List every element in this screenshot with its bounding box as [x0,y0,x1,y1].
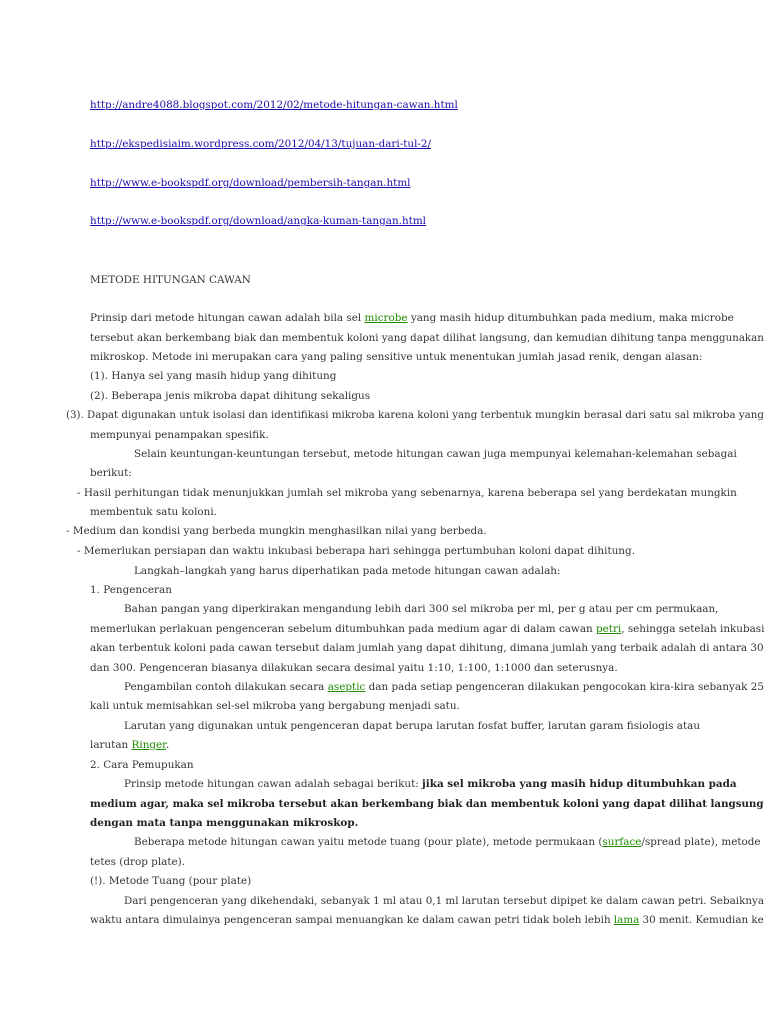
keyword-link[interactable]: lama [613,914,640,926]
bold-text: dengan mata tanpa menggunakan mikroskop. [90,817,359,829]
section-heading: METODE HITUNGAN CAWAN [90,274,251,286]
text-line: kali untuk memisahkan sel-sel mikroba yang bergabung menjadi satu. [90,700,460,712]
list-item: - Hasil perhitungan tidak menunjukkan jumlah sel mikroba yang sebenarnya, karena beberapa sel yang berdekatan mungkin [77,487,737,499]
reference-link[interactable]: http://www.e-bookspdf.org/download/angka-kuman-tangan.html [90,215,426,227]
keyword-link[interactable]: petri [595,623,622,635]
text-run: yang masih hidup ditumbuhkan pada medium, maka microbe [407,312,734,324]
text-line [90,797,764,811]
text-line: mikroskop. Metode ini merupakan cara yang paling sensitive untuk menentukan jumlah jasad renik, dengan alasan: [90,351,703,363]
text-line: berikut: [90,467,132,479]
list-item: - Memerlukan persiapan dan waktu inkubasi beberapa hari sehingga pertumbuhan koloni dapat dihitung. [77,545,635,557]
list-item: (3). Dapat digunakan untuk isolasi dan identifikasi mikroba karena koloni yang terbentuk mungkin berasal dari satu sal mikroba yang [66,409,764,421]
steps-intro: Langkah–langkah yang harus diperhatikan pada metode hitungan cawan adalah: [134,565,561,577]
text-line [124,777,737,791]
text-line: dan 300. Pengenceran biasanya dilakukan secara desimal yaitu 1:10, 1:100, 1:1000 dan seterusnya. [90,662,618,674]
text-run: Prinsip dari metode hitungan cawan adalah bila sel [90,312,365,324]
text-line: tersebut akan berkembang biak dan membentuk koloni yang dapat dilihat langsung, dan kemudian dihitung tanpa menggunakan [90,332,764,344]
text-run: memerlukan perlakuan pengenceran sebelum ditumbuhkan pada medium agar di dalam cawan [90,623,596,635]
text-run: larutan [90,739,132,751]
text-run: Pengambilan contoh dilakukan secara [124,681,328,693]
keyword-link[interactable]: Ringer [131,739,167,751]
reference-link[interactable]: http://ekspedisiaim.wordpress.com/2012/04/13/tujuan-dari-tul-2/ [90,138,432,150]
text-line: tetes (drop plate). [90,856,186,868]
text-line [90,913,764,927]
step-title: 1. Pengenceran [90,584,172,596]
list-item: (2). Beberapa jenis mikroba dapat dihitung sekaligus [90,390,371,402]
text-line [90,738,169,752]
text-line: Larutan yang digunakan untuk pengenceran dapat berupa larutan fosfat buffer, larutan garam fisiologis atau [124,720,701,732]
list-item: (1). Hanya sel yang masih hidup yang dihitung [90,370,337,382]
text-line: Dari pengenceran yang dikehendaki, sebanyak 1 ml atau 0,1 ml larutan tersebut dipipet ke dalam cawan petri. Sebaiknya [124,895,765,907]
text-run: dan pada setiap pengenceran dilakukan pengocokan kira-kira sebanyak 25 [365,681,764,693]
bold-text: jika sel mikroba yang masih hidup ditumbuhkan pada [422,778,737,790]
text-line: Selain keuntungan-keuntungan tersebut, metode hitungan cawan juga mempunyai kelemahan-kelemahan sebagai [134,448,737,460]
text-line [134,835,761,849]
text-line [124,680,764,694]
bold-text: medium agar, maka sel mikroba tersebut akan berkembang biak dan membentuk koloni yang dapat dilihat langsung [90,798,764,810]
text-line [90,622,764,636]
reference-link[interactable]: http://www.e-bookspdf.org/download/pembersih-tangan.html [90,177,411,189]
step-title: 2. Cara Pemupukan [90,759,194,771]
keyword-link[interactable]: surface [602,836,642,848]
text-run: . [166,739,170,751]
text-run: , sehingga setelah inkubasi [621,623,765,635]
text-run: Beberapa metode hitungan cawan yaitu metode tuang (pour plate), metode permukaan ( [134,836,603,848]
list-item: mempunyai penampakan spesifik. [90,429,269,441]
text-line: Bahan pangan yang diperkirakan mengandung lebih dari 300 sel mikroba per ml, per g atau per cm permukaan, [124,603,719,615]
text-run: /spread plate), metode [641,836,761,848]
list-item: membentuk satu koloni. [90,506,217,518]
keyword-link[interactable]: microbe [364,312,408,324]
list-item: - Medium dan kondisi yang berbeda mungkin menghasilkan nilai yang berbeda. [66,525,487,537]
text-line: akan terbentuk koloni pada cawan tersebut dalam jumlah yang dapat dihitung, dimana jumlah yang terbaik adalah di antara 30 [90,642,764,654]
keyword-link[interactable]: aseptic [327,681,366,693]
text-run: Prinsip metode hitungan cawan adalah sebagai berikut: [124,778,423,790]
text-run: 30 menit. Kemudian ke [639,914,764,926]
text-run: waktu antara dimulainya pengenceran sampai menuangkan ke dalam cawan petri tidak boleh lebih [90,914,614,926]
reference-link[interactable]: http://andre4088.blogspot.com/2012/02/metode-hitungan-cawan.html [90,99,458,111]
text-line [90,311,734,325]
text-line [90,816,358,830]
step-title: (!). Metode Tuang (pour plate) [90,875,252,887]
